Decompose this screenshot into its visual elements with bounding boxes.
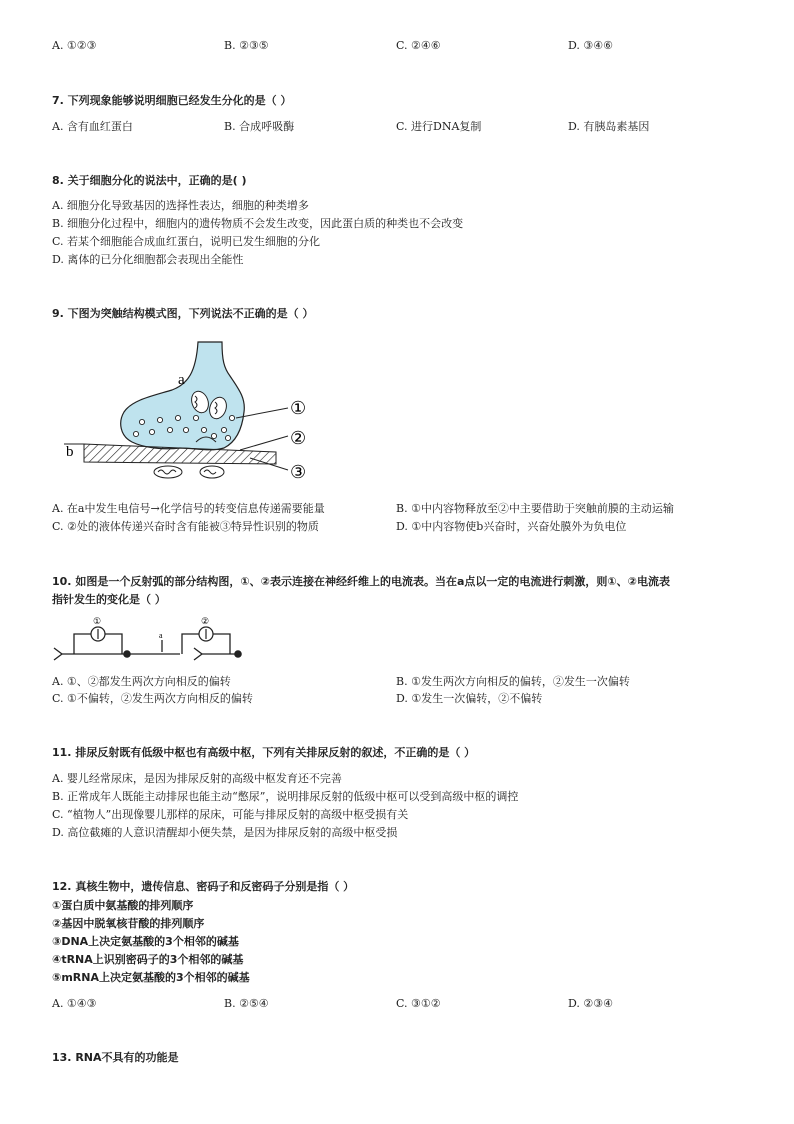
- meter-1-label: ①: [93, 616, 102, 626]
- q12-item-3: ③DNA上决定氨基酸的3个相邻的碱基: [52, 935, 239, 948]
- q11-option-b: B. 正常成年人既能主动排尿也能主动“憋尿”，说明排尿反射的低级中枢可以受到高级中枢的调控: [52, 790, 519, 803]
- reflex-arc-figure: [52, 612, 252, 664]
- meter-2-label: ②: [201, 616, 210, 626]
- q8-stem: 8. 关于细胞分化的说法中，正确的是( ): [52, 174, 247, 187]
- q10-stem-line1: 10. 如图是一个反射弧的部分结构图，①、②表示连接在神经纤维上的电流表。当在a点以一定的电流进行刺激，则①、②电流表: [52, 575, 670, 588]
- q8-option-b: B. 细胞分化过程中，细胞内的遗传物质不会发生改变，因此蛋白质的种类也不会改变: [52, 217, 464, 230]
- q11-option-d: D. 高位截瘫的人意识清醒却小便失禁，是因为排尿反射的高级中枢受损: [52, 826, 398, 839]
- q12-item-4: ④tRNA上识别密码子的3个相邻的碱基: [52, 953, 244, 966]
- q11-option-c: C. “植物人”出现像婴儿那样的尿床，可能与排尿反射的高级中枢受损有关: [52, 808, 409, 821]
- q7-option-c: C. 进行DNA复制: [396, 120, 482, 133]
- synapse-figure: [60, 338, 330, 486]
- q9-option-b: B. ①中内容物释放至②中主要借助于突触前膜的主动运输: [396, 502, 674, 515]
- label-a: a: [178, 372, 185, 388]
- q10-option-d: D. ①发生一次偏转，②不偏转: [396, 692, 543, 705]
- q9-stem: 9. 下图为突触结构模式图，下列说法不正确的是（ ）: [52, 307, 314, 320]
- q6-option-c: C. ②④⑥: [396, 39, 441, 52]
- q7-option-b: B. 合成呼吸酶: [224, 120, 295, 133]
- q12-item-5: ⑤mRNA上决定氨基酸的3个相邻的碱基: [52, 971, 250, 984]
- q12-option-b: B. ②⑤④: [224, 997, 269, 1010]
- q9-option-a: A. 在a中发生电信号→化学信号的转变信息传递需要能量: [52, 502, 325, 515]
- q11-stem: 11. 排尿反射既有低级中枢也有高级中枢，下列有关排尿反射的叙述，不正确的是（ ）: [52, 746, 476, 759]
- q9-option-c: C. ②处的液体传递兴奋时含有能被③特异性识别的物质: [52, 520, 319, 533]
- q8-option-c: C. 若某个细胞能合成血红蛋白，说明已发生细胞的分化: [52, 235, 321, 248]
- q10-option-c: C. ①不偏转，②发生两次方向相反的偏转: [52, 692, 253, 705]
- label-2: ②: [290, 428, 307, 448]
- q12-item-2: ②基因中脱氧核苷酸的排列顺序: [52, 917, 205, 930]
- q12-option-d: D. ②③④: [568, 997, 614, 1010]
- label-3: ③: [290, 462, 307, 482]
- presynaptic-terminal: [121, 342, 245, 450]
- q10-option-b: B. ①发生两次方向相反的偏转，②发生一次偏转: [396, 675, 630, 688]
- q6-option-d: D. ③④⑥: [568, 39, 614, 52]
- q12-stem: 12. 真核生物中，遗传信息、密码子和反密码子分别是指（ ）: [52, 880, 355, 893]
- q8-option-d: D. 离体的已分化细胞都会表现出全能性: [52, 253, 244, 266]
- label-1: ①: [290, 398, 307, 418]
- q8-option-a: A. 细胞分化导致基因的选择性表达，细胞的种类增多: [52, 199, 309, 212]
- q9-option-d: D. ①中内容物使b兴奋时，兴奋处膜外为负电位: [396, 520, 627, 533]
- q6-option-a: A. ①②③: [52, 39, 97, 52]
- label-b: b: [66, 444, 74, 460]
- q6-option-b: B. ②③⑤: [224, 39, 269, 52]
- q7-option-a: A. 含有血红蛋白: [52, 120, 133, 133]
- q13-stem: 13. RNA不具有的功能是: [52, 1051, 179, 1064]
- q10-stem-line2: 指针发生的变化是（ ）: [52, 593, 166, 606]
- q11-option-a: A. 婴儿经常尿床，是因为排尿反射的高级中枢发育还不完善: [52, 772, 342, 785]
- q12-option-a: A. ①④③: [52, 997, 97, 1010]
- q7-stem: 7. 下列现象能够说明细胞已经发生分化的是（ ）: [52, 94, 292, 107]
- q10-option-a: A. ①、②都发生两次方向相反的偏转: [52, 675, 231, 688]
- q12-item-1: ①蛋白质中氨基酸的排列顺序: [52, 899, 194, 912]
- point-a-label: a: [159, 631, 163, 640]
- q7-option-d: D. 有胰岛素基因: [568, 120, 650, 133]
- q12-option-c: C. ③①②: [396, 997, 441, 1010]
